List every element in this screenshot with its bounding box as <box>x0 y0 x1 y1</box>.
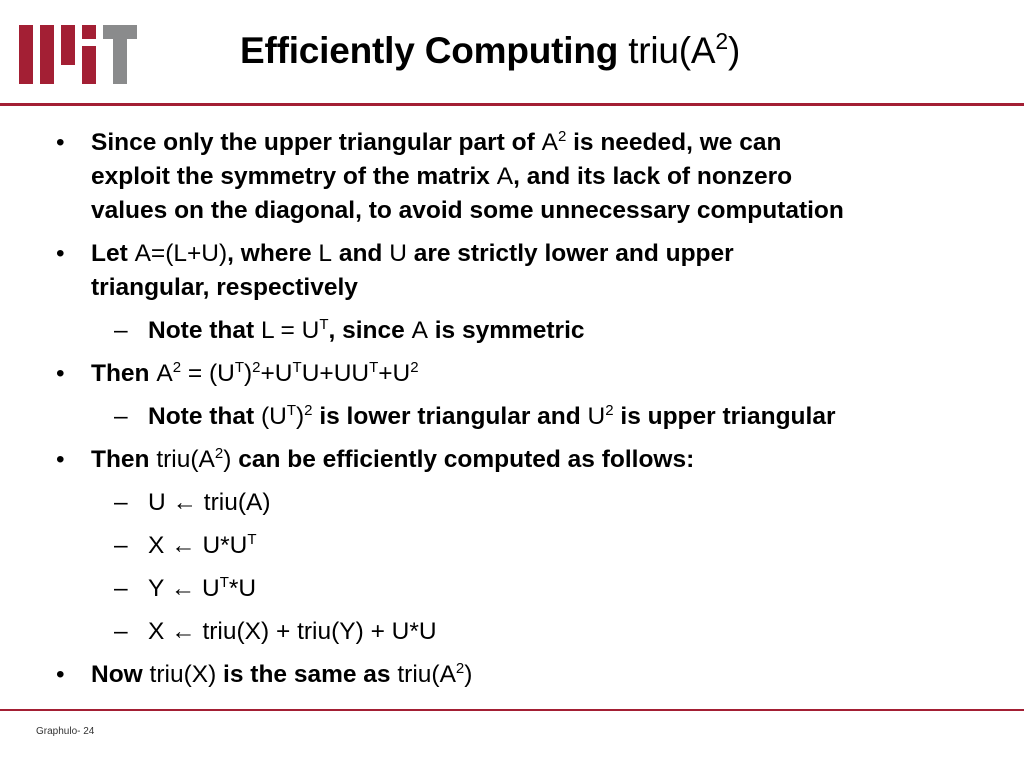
superscript: T <box>319 316 329 333</box>
text-run: Note that <box>148 317 261 344</box>
sub-bullet-marker: – <box>114 575 128 602</box>
bullet-line <box>91 357 419 391</box>
logo-bar <box>19 25 33 84</box>
text-run: ) <box>223 446 232 473</box>
sub-bullet-line <box>148 314 585 348</box>
text-run: exploit the symmetry of the matrix <box>91 163 497 190</box>
text-run: Note that <box>148 403 261 430</box>
superscript: 2 <box>410 359 419 376</box>
superscript: T <box>286 402 296 419</box>
text-run: U ← triu(A) <box>148 489 271 516</box>
text-run: is needed, we can <box>566 129 782 156</box>
text-run: triu(X) <box>149 661 217 688</box>
text-run: A=(L+U) <box>134 240 228 267</box>
superscript: 2 <box>172 359 182 376</box>
logo-bar <box>113 39 127 84</box>
sub-bullet-line <box>148 400 835 434</box>
sub-bullet-line <box>148 529 257 563</box>
text-run: A <box>541 129 558 156</box>
text-run: is symmetric <box>427 317 585 344</box>
superscript: 2 <box>605 402 614 419</box>
text-run: U <box>389 240 407 267</box>
sub-bullet-marker: – <box>114 403 128 430</box>
bullet-marker: • <box>56 661 65 688</box>
title-divider <box>0 103 1024 106</box>
text-run: *U <box>228 575 257 602</box>
text-run: is lower triangular and <box>312 403 588 430</box>
title-close: ) <box>728 30 741 71</box>
mit-logo-icon <box>19 25 137 84</box>
superscript: T <box>247 531 257 548</box>
text-run: (U <box>260 403 287 430</box>
text-run: A <box>496 163 514 190</box>
logo-bar <box>103 25 137 39</box>
text-run: , where <box>227 240 319 267</box>
superscript: 2 <box>304 402 313 419</box>
bullet-line <box>91 658 472 692</box>
text-run: triangular, respectively <box>91 274 358 301</box>
footer-page-label: Graphulo- 24 <box>36 726 95 737</box>
text-run: triu(A <box>397 661 456 688</box>
bullet-marker: • <box>56 240 65 267</box>
superscript: 2 <box>252 359 261 376</box>
text-run: +U <box>260 360 293 387</box>
superscript: T <box>234 359 244 376</box>
superscript: T <box>219 574 229 591</box>
text-run: Then <box>91 360 157 387</box>
text-run: Let <box>91 240 135 267</box>
text-run: values on the diagonal, to avoid some unnecessary computation <box>91 197 844 224</box>
superscript: T <box>292 359 302 376</box>
text-run: U <box>587 403 606 430</box>
bullet-line <box>91 160 792 194</box>
slide-title <box>240 30 740 72</box>
text-run: Then <box>91 446 157 473</box>
text-run: L = U <box>260 317 320 344</box>
text-run: Since only the upper triangular part of <box>91 129 542 156</box>
sub-bullet-line <box>148 615 437 649</box>
text-run: X ← U*U <box>148 532 248 559</box>
text-run: L <box>318 240 333 267</box>
bullet-line <box>91 126 781 160</box>
text-run: are strictly lower and upper <box>406 240 734 267</box>
text-run: triu(A <box>156 446 215 473</box>
sub-bullet-marker: – <box>114 489 128 516</box>
superscript: 2 <box>455 660 465 677</box>
sub-bullet-line <box>148 572 256 606</box>
footer-divider <box>0 709 1024 711</box>
sub-bullet-line <box>148 486 271 520</box>
bullet-marker: • <box>56 129 65 156</box>
text-run: is the same as <box>216 661 398 688</box>
text-run: A <box>411 317 428 344</box>
text-run: Y ← U <box>148 575 220 602</box>
sub-bullet-marker: – <box>114 618 128 645</box>
bullet-line <box>91 237 734 271</box>
logo-bar <box>82 46 96 84</box>
text-run: ) <box>243 360 253 387</box>
bullet-marker: • <box>56 446 65 473</box>
title-bold: Efficiently Computing <box>240 30 619 71</box>
text-run: and <box>332 240 390 267</box>
bullet-marker: • <box>56 360 65 387</box>
title-sup: 2 <box>715 28 728 54</box>
superscript: T <box>369 359 379 376</box>
logo-bar <box>40 25 54 84</box>
text-run: ) <box>296 403 305 430</box>
text-run: U+UU <box>301 360 370 387</box>
text-run: , and its lack of nonzero <box>513 163 793 190</box>
sub-bullet-marker: – <box>114 317 128 344</box>
text-run: is upper triangular <box>613 403 836 430</box>
superscript: 2 <box>214 445 224 462</box>
superscript: 2 <box>557 128 567 145</box>
text-run: , since <box>328 317 412 344</box>
text-run: ) <box>464 661 473 688</box>
logo-bar <box>61 25 75 65</box>
text-run: can be efficiently computed as follows: <box>231 446 695 473</box>
text-run: X ← triu(X) + triu(Y) + U*U <box>148 618 437 645</box>
text-run: Now <box>91 661 150 688</box>
text-run: +U <box>378 360 411 387</box>
text-run: = (U <box>181 360 235 387</box>
bullet-line <box>91 443 694 477</box>
sub-bullet-marker: – <box>114 532 128 559</box>
logo-bar <box>82 25 96 39</box>
title-normal: triu(A <box>618 30 716 71</box>
text-run: A <box>156 360 173 387</box>
bullet-line <box>91 194 844 228</box>
bullet-line <box>91 271 358 305</box>
